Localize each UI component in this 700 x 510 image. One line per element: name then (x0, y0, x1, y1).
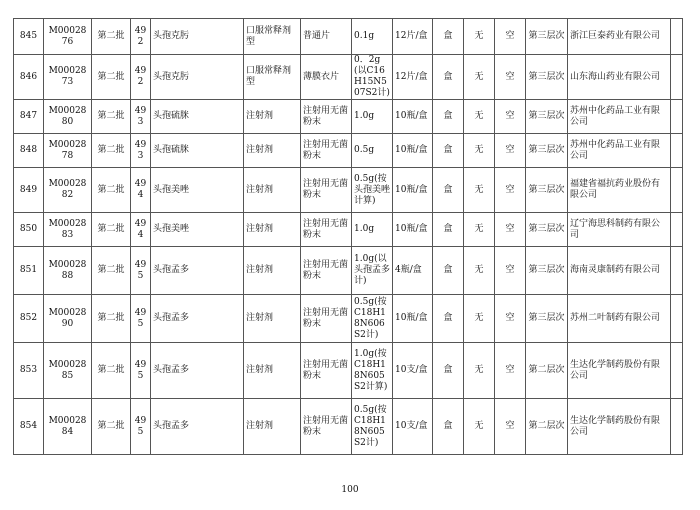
company-cell: 海南灵康制药有限公司 (568, 247, 671, 295)
specification-cell: 1.0g(按C18H18N605S2计算) (352, 343, 393, 399)
package-cell: 10瓶/盒 (393, 295, 433, 343)
extra-column-cell (671, 19, 683, 55)
package-cell: 12片/盒 (393, 55, 433, 100)
specification-cell: 0.5g(按C18H18N605S2计) (352, 399, 393, 455)
unit-cell: 盒 (433, 55, 464, 100)
dosage-form-cell: 注射用无菌粉末 (301, 168, 352, 213)
table-body (14, 19, 683, 455)
batch-cell: 第二批 (92, 343, 131, 399)
tier-level-cell: 第二层次 (526, 343, 568, 399)
company-cell: 苏州中化药品工业有限公司 (568, 134, 671, 168)
drug-name-cell: 头孢克肟 (151, 55, 244, 100)
blank-status-cell: 空 (495, 55, 526, 100)
dosage-form-cell: 注射用无菌粉末 (301, 343, 352, 399)
drug-name-cell: 头孢美唑 (151, 168, 244, 213)
flag-cell: 无 (464, 213, 495, 247)
group-number-cell: 493 (131, 134, 151, 168)
group-number-cell: 492 (131, 55, 151, 100)
row-number-cell: 846 (14, 55, 44, 100)
tier-level-cell: 第三层次 (526, 295, 568, 343)
specification-cell: 1.0g (352, 100, 393, 134)
group-number-cell: 495 (131, 343, 151, 399)
specification-cell: 0.1g (352, 19, 393, 55)
row-number-cell: 854 (14, 399, 44, 455)
dosage-route-cell: 注射剂 (244, 100, 301, 134)
dosage-route-cell: 口服常释剂型 (244, 55, 301, 100)
unit-cell: 盒 (433, 399, 464, 455)
row-number-cell: 851 (14, 247, 44, 295)
unit-cell: 盒 (433, 100, 464, 134)
company-cell: 生达化学制药股份有限公司 (568, 399, 671, 455)
row-number-cell: 847 (14, 100, 44, 134)
table-row (14, 100, 683, 134)
table-row (14, 399, 683, 455)
company-cell: 福建省福抗药业股份有限公司 (568, 168, 671, 213)
tier-level-cell: 第二层次 (526, 399, 568, 455)
drug-name-cell: 头孢克肟 (151, 19, 244, 55)
batch-cell: 第二批 (92, 247, 131, 295)
row-number-cell: 850 (14, 213, 44, 247)
item-code-cell: M0002883 (44, 213, 92, 247)
extra-column-cell (671, 168, 683, 213)
flag-cell: 无 (464, 295, 495, 343)
blank-status-cell: 空 (495, 295, 526, 343)
company-cell: 山东海山药业有限公司 (568, 55, 671, 100)
package-cell: 10瓶/盒 (393, 134, 433, 168)
extra-column-cell (671, 343, 683, 399)
item-code-cell: M0002884 (44, 399, 92, 455)
extra-column-cell (671, 134, 683, 168)
extra-column-cell (671, 213, 683, 247)
item-code-cell: M0002880 (44, 100, 92, 134)
tier-level-cell: 第三层次 (526, 55, 568, 100)
dosage-route-cell: 注射剂 (244, 134, 301, 168)
blank-status-cell: 空 (495, 134, 526, 168)
group-number-cell: 494 (131, 168, 151, 213)
dosage-form-cell: 注射用无菌粉末 (301, 134, 352, 168)
flag-cell: 无 (464, 19, 495, 55)
flag-cell: 无 (464, 343, 495, 399)
extra-column-cell (671, 247, 683, 295)
flag-cell: 无 (464, 247, 495, 295)
drug-name-cell: 头孢硫脒 (151, 100, 244, 134)
specification-cell: 1.0g (352, 213, 393, 247)
specification-cell: 0.5g (352, 134, 393, 168)
batch-cell: 第二批 (92, 213, 131, 247)
blank-status-cell: 空 (495, 19, 526, 55)
package-cell: 10瓶/盒 (393, 213, 433, 247)
package-cell: 4瓶/盒 (393, 247, 433, 295)
package-cell: 10支/盒 (393, 399, 433, 455)
table-row (14, 213, 683, 247)
company-cell: 浙江巨泰药业有限公司 (568, 19, 671, 55)
dosage-form-cell: 注射用无菌粉末 (301, 100, 352, 134)
blank-status-cell: 空 (495, 168, 526, 213)
row-number-cell: 848 (14, 134, 44, 168)
tier-level-cell: 第三层次 (526, 19, 568, 55)
company-cell: 辽宁海思科制药有限公司 (568, 213, 671, 247)
table-row (14, 295, 683, 343)
company-cell: 苏州二叶制药有限公司 (568, 295, 671, 343)
batch-cell: 第二批 (92, 19, 131, 55)
table-row (14, 168, 683, 213)
unit-cell: 盒 (433, 295, 464, 343)
dosage-form-cell: 注射用无菌粉末 (301, 399, 352, 455)
tier-level-cell: 第三层次 (526, 247, 568, 295)
tier-level-cell: 第三层次 (526, 134, 568, 168)
dosage-route-cell: 注射剂 (244, 295, 301, 343)
blank-status-cell: 空 (495, 399, 526, 455)
extra-column-cell (671, 399, 683, 455)
blank-status-cell: 空 (495, 247, 526, 295)
group-number-cell: 493 (131, 100, 151, 134)
row-number-cell: 853 (14, 343, 44, 399)
flag-cell: 无 (464, 100, 495, 134)
dosage-route-cell: 口服常释剂型 (244, 19, 301, 55)
table-row (14, 247, 683, 295)
item-code-cell: M0002882 (44, 168, 92, 213)
drug-name-cell: 头孢孟多 (151, 295, 244, 343)
drug-table (13, 18, 683, 455)
package-cell: 12片/盒 (393, 19, 433, 55)
dosage-route-cell: 注射剂 (244, 343, 301, 399)
item-code-cell: M0002885 (44, 343, 92, 399)
table-row (14, 19, 683, 55)
row-number-cell: 852 (14, 295, 44, 343)
blank-status-cell: 空 (495, 343, 526, 399)
table-row (14, 55, 683, 100)
package-cell: 10支/盒 (393, 343, 433, 399)
row-number-cell: 845 (14, 19, 44, 55)
flag-cell: 无 (464, 55, 495, 100)
extra-column-cell (671, 295, 683, 343)
item-code-cell: M0002888 (44, 247, 92, 295)
dosage-route-cell: 注射剂 (244, 168, 301, 213)
group-number-cell: 495 (131, 295, 151, 343)
dosage-route-cell: 注射剂 (244, 213, 301, 247)
flag-cell: 无 (464, 134, 495, 168)
batch-cell: 第二批 (92, 100, 131, 134)
group-number-cell: 494 (131, 213, 151, 247)
batch-cell: 第二批 (92, 55, 131, 100)
table-row (14, 343, 683, 399)
tier-level-cell: 第三层次 (526, 213, 568, 247)
item-code-cell: M0002876 (44, 19, 92, 55)
item-code-cell: M0002878 (44, 134, 92, 168)
dosage-form-cell: 注射用无菌粉末 (301, 213, 352, 247)
unit-cell: 盒 (433, 19, 464, 55)
page-number: 100 (341, 485, 359, 495)
company-cell: 生达化学制药股份有限公司 (568, 343, 671, 399)
batch-cell: 第二批 (92, 168, 131, 213)
unit-cell: 盒 (433, 213, 464, 247)
flag-cell: 无 (464, 168, 495, 213)
specification-cell: 1.0g(以头孢孟多计) (352, 247, 393, 295)
dosage-form-cell: 注射用无菌粉末 (301, 247, 352, 295)
batch-cell: 第二批 (92, 134, 131, 168)
drug-name-cell: 头孢孟多 (151, 247, 244, 295)
dosage-form-cell: 普通片 (301, 19, 352, 55)
package-cell: 10瓶/盒 (393, 168, 433, 213)
blank-status-cell: 空 (495, 100, 526, 134)
item-code-cell: M0002890 (44, 295, 92, 343)
table-row (14, 134, 683, 168)
specification-cell: 0．2g(以C16H15N507S2计) (352, 55, 393, 100)
tier-level-cell: 第三层次 (526, 100, 568, 134)
drug-name-cell: 头孢孟多 (151, 343, 244, 399)
blank-status-cell: 空 (495, 213, 526, 247)
extra-column-cell (671, 100, 683, 134)
unit-cell: 盒 (433, 168, 464, 213)
unit-cell: 盒 (433, 134, 464, 168)
group-number-cell: 495 (131, 399, 151, 455)
company-cell: 苏州中化药品工业有限公司 (568, 100, 671, 134)
flag-cell: 无 (464, 399, 495, 455)
batch-cell: 第二批 (92, 295, 131, 343)
dosage-form-cell: 薄膜衣片 (301, 55, 352, 100)
group-number-cell: 495 (131, 247, 151, 295)
package-cell: 10瓶/盒 (393, 100, 433, 134)
dosage-form-cell: 注射用无菌粉末 (301, 295, 352, 343)
extra-column-cell (671, 55, 683, 100)
specification-cell: 0.5g(按头孢美唑计算) (352, 168, 393, 213)
group-number-cell: 492 (131, 19, 151, 55)
drug-name-cell: 头孢美唑 (151, 213, 244, 247)
batch-cell: 第二批 (92, 399, 131, 455)
row-number-cell: 849 (14, 168, 44, 213)
unit-cell: 盒 (433, 343, 464, 399)
tier-level-cell: 第三层次 (526, 168, 568, 213)
item-code-cell: M0002873 (44, 55, 92, 100)
drug-name-cell: 头孢孟多 (151, 399, 244, 455)
dosage-route-cell: 注射剂 (244, 399, 301, 455)
unit-cell: 盒 (433, 247, 464, 295)
dosage-route-cell: 注射剂 (244, 247, 301, 295)
specification-cell: 0.5g(按C18H18N606S2计) (352, 295, 393, 343)
drug-name-cell: 头孢硫脒 (151, 134, 244, 168)
